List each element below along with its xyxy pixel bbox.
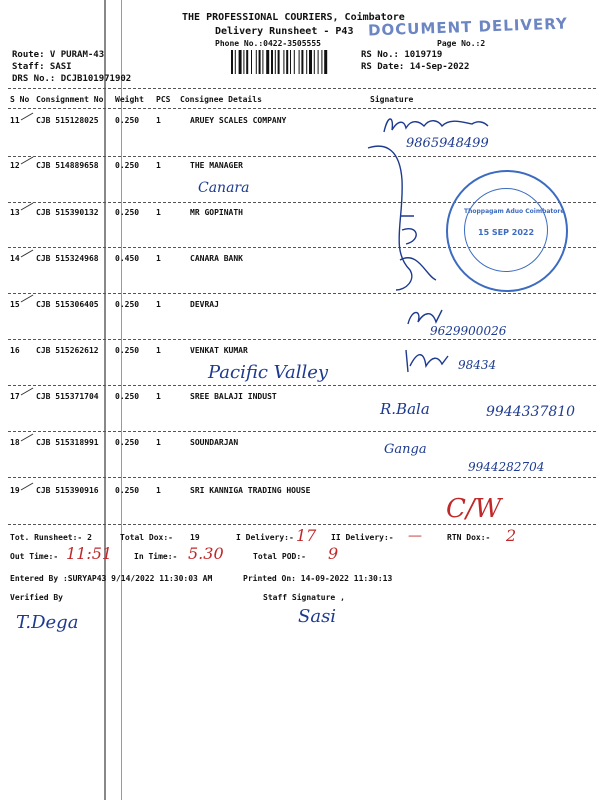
header-pcs: PCS: [156, 95, 171, 104]
table-row: [0, 116, 600, 128]
row-pcs: 1: [156, 486, 161, 495]
rtn-dox-value: 2: [506, 526, 517, 545]
table-row: [0, 300, 600, 312]
page-number: Page No.:2: [437, 39, 486, 48]
row-pcs: 1: [156, 346, 161, 355]
row-divider: [8, 156, 596, 157]
table-row: [0, 346, 600, 358]
header-bottom-rule: [8, 108, 596, 109]
row-weight: 0.450: [115, 254, 140, 263]
row12-note: Canara: [198, 180, 250, 196]
verified-by-label: Verified By: [10, 593, 63, 602]
row-sno: 18: [10, 438, 20, 447]
drs-number: DRS No.: DCJB101971902: [12, 74, 132, 84]
header-consignee: Consignee Details: [180, 95, 262, 104]
row-weight: 0.250: [115, 208, 140, 217]
row-divider: [8, 477, 596, 478]
ii-delivery-value: —: [408, 528, 422, 544]
total-dox-label: Total Dox:-: [120, 533, 173, 542]
ii-delivery-label: II Delivery:-: [331, 533, 394, 542]
row-sno: 11: [10, 116, 20, 125]
row-consignment: CJB 515318991: [36, 438, 99, 447]
row-consignee: THE MANAGER: [190, 161, 243, 170]
entered-by: Entered By :SURYAP43 9/14/2022 11:30:03 AM: [10, 574, 213, 583]
row-consignment: CJB 514889658: [36, 161, 99, 170]
table-header: [0, 95, 600, 107]
row-sno: 17: [10, 392, 20, 401]
row-pcs: 1: [156, 392, 161, 401]
total-runsheet: Tot. Runsheet:- 2: [10, 533, 92, 542]
table-row: [0, 438, 600, 450]
total-pod-label: Total POD:-: [253, 552, 306, 561]
row-consignee: CANARA BANK: [190, 254, 243, 263]
row-consignment: CJB 515390132: [36, 208, 99, 217]
i-delivery-value: 17: [296, 526, 317, 545]
row16-note: Pacific Valley: [208, 362, 329, 383]
route: Route: V PURAM-43: [12, 50, 105, 60]
row-weight: 0.250: [115, 346, 140, 355]
row-divider: [8, 385, 596, 386]
company-title: THE PROFESSIONAL COURIERS, Coimbatore: [182, 12, 405, 23]
row-consignee: MR GOPINATH: [190, 208, 243, 217]
i-delivery-label: I Delivery:-: [236, 533, 294, 542]
row-consignment: CJB 515262612: [36, 346, 99, 355]
staff-signature: Sasi: [298, 606, 337, 627]
header-consignment: Consignment No: [36, 95, 104, 104]
row-consignment: CJB 515324968: [36, 254, 99, 263]
row-pcs: 1: [156, 116, 161, 125]
row-sno: 12: [10, 161, 20, 170]
row-consignment: CJB 515306405: [36, 300, 99, 309]
row16-signature: [402, 346, 452, 374]
row-weight: 0.250: [115, 161, 140, 170]
staff: Staff: SASI: [12, 62, 72, 72]
row-sno: 15: [10, 300, 20, 309]
row-weight: 0.250: [115, 486, 140, 495]
row-weight: 0.250: [115, 392, 140, 401]
row-consignment: CJB 515128025: [36, 116, 99, 125]
phone-number: Phone No.:0422-3505555: [215, 39, 321, 48]
row-weight: 0.250: [115, 300, 140, 309]
staff-signature-label: Staff Signature ,: [263, 593, 345, 602]
row18-signature: Ganga: [384, 442, 427, 457]
row-weight: 0.250: [115, 438, 140, 447]
row19-note: C/W: [446, 494, 502, 524]
row-pcs: 1: [156, 161, 161, 170]
row-consignee: VENKAT KUMAR: [190, 346, 248, 355]
row-consignment: CJB 515390916: [36, 486, 99, 495]
document-delivery-stamp: DOCUMENT DELIVERY: [367, 14, 569, 40]
row-divider: [8, 339, 596, 340]
stamp-date: 15 SEP 2022: [478, 228, 535, 237]
rs-date: RS Date: 14-Sep-2022: [361, 62, 470, 72]
in-time-value: 5.30: [188, 544, 224, 563]
table-row: [0, 392, 600, 404]
total-dox-value: 19: [190, 533, 200, 542]
total-pod-value: 9: [328, 544, 339, 563]
table-row: [0, 486, 600, 498]
row-consignee: ARUEY SCALES COMPANY: [190, 116, 287, 125]
verified-signature: T.Dega: [16, 612, 79, 633]
header-signature: Signature: [370, 95, 414, 104]
row-pcs: 1: [156, 208, 161, 217]
header-weight: Weight: [115, 95, 144, 104]
row-consignee: SREE BALAJI INDUST: [190, 392, 277, 401]
out-time-value: 11:51: [66, 544, 113, 563]
row13-scrawl: [396, 210, 446, 290]
post-office-stamp: [446, 170, 568, 292]
out-time-label: Out Time:-: [10, 552, 59, 561]
row-pcs: 1: [156, 254, 161, 263]
stamp-place: Thoppagam Aduo Coimbatore: [464, 208, 565, 215]
row17-signature: R.Bala: [380, 400, 430, 418]
row-sno: 13: [10, 208, 20, 217]
row-consignee: SRI KANNIGA TRADING HOUSE: [190, 486, 311, 495]
row-sno: 16: [10, 346, 20, 355]
rtn-dox-label: RTN Dox:-: [447, 533, 491, 542]
rs-number: RS No.: 1019719: [361, 50, 443, 60]
header-top-rule: [8, 88, 596, 89]
row-consignee: DEVRAJ: [190, 300, 219, 309]
row-consignee: SOUNDARJAN: [190, 438, 239, 447]
header-sno: S No: [10, 95, 30, 104]
row-pcs: 1: [156, 300, 161, 309]
row-sno: 14: [10, 254, 20, 263]
row18-phone: 9944282704: [468, 460, 545, 474]
row-weight: 0.250: [115, 116, 140, 125]
runsheet-subtitle: Delivery Runsheet - P43: [215, 26, 354, 37]
row16-phone: 98434: [458, 358, 497, 372]
barcode: [231, 50, 348, 74]
row-divider: [8, 524, 596, 525]
in-time-label: In Time:-: [134, 552, 178, 561]
row-consignment: CJB 515371704: [36, 392, 99, 401]
row17-phone: 9944337810: [486, 404, 576, 420]
row-divider: [8, 431, 596, 432]
row11-phone: 9865948499: [406, 136, 489, 151]
row-sno: 19: [10, 486, 20, 495]
printed-on: Printed On: 14-09-2022 11:30:13: [243, 574, 393, 583]
row11-signature: [380, 112, 490, 138]
row15-phone: 9629900026: [430, 324, 507, 338]
row-pcs: 1: [156, 438, 161, 447]
row-divider: [8, 293, 596, 294]
